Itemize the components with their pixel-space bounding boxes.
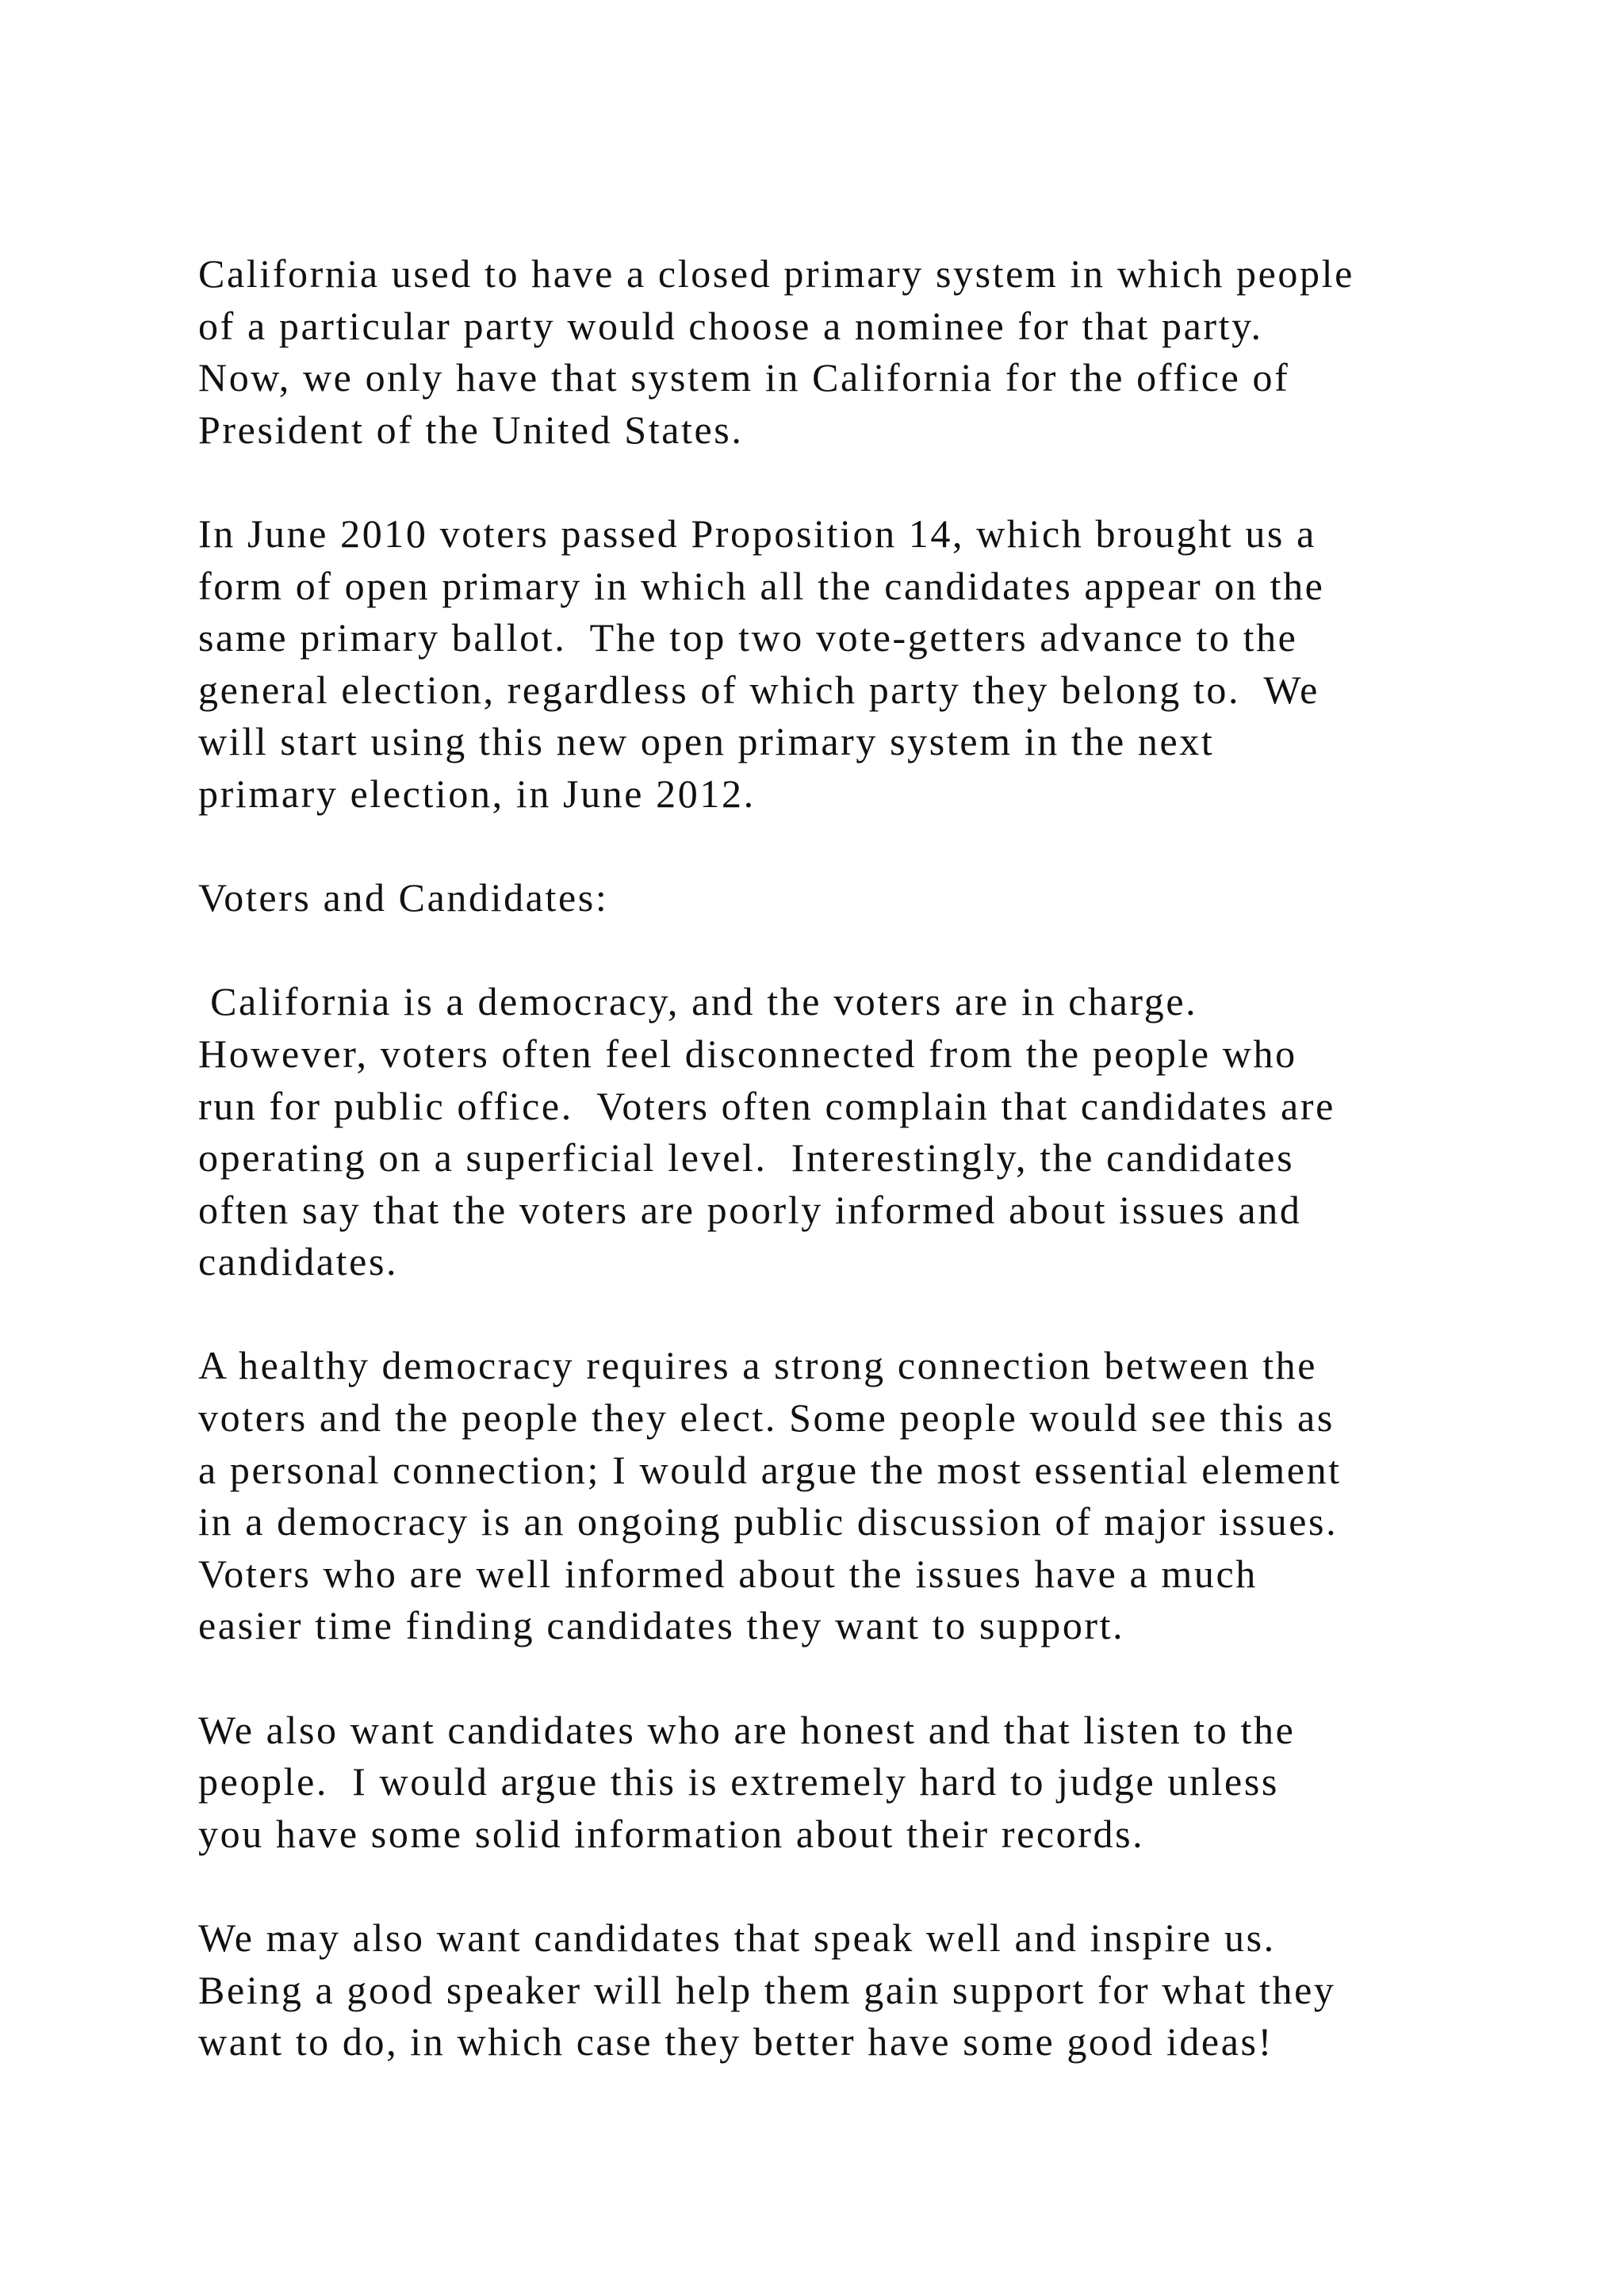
paragraph-line: people. I would argue this is extremely hard to judge unless xyxy=(198,1759,1279,1804)
paragraph-healthy-democracy xyxy=(198,1340,1467,1652)
paragraph-line: Voters who are well informed about the issues have a much xyxy=(198,1551,1258,1596)
paragraph-line: in a democracy is an ongoing public discussion of major issues. xyxy=(198,1499,1339,1544)
paragraph-spacer xyxy=(198,456,1467,508)
paragraph-proposition-14 xyxy=(198,508,1467,821)
paragraph-line: same primary ballot. The top two vote-getters advance to the xyxy=(198,615,1298,660)
paragraph-line: Now, we only have that system in California for the office of xyxy=(198,355,1290,400)
paragraph-line: often say that the voters are poorly informed about issues and xyxy=(198,1187,1302,1232)
paragraph-honest-candidates xyxy=(198,1705,1467,1861)
document-body xyxy=(198,248,1467,2068)
paragraph-line: We also want candidates who are honest and that listen to the xyxy=(198,1707,1296,1752)
paragraph-line: Being a good speaker will help them gain support for what they xyxy=(198,1967,1336,2012)
paragraph-line: California is a democracy, and the voters are in charge. xyxy=(198,979,1198,1024)
paragraph-line: run for public office. Voters often complain that candidates are xyxy=(198,1083,1335,1128)
paragraph-line: President of the United States. xyxy=(198,407,744,452)
paragraph-line: In June 2010 voters passed Proposition 14, which brought us a xyxy=(198,511,1316,556)
paragraph-line: will start using this new open primary system in the next xyxy=(198,719,1215,764)
paragraph-good-speakers xyxy=(198,1912,1467,2068)
paragraph-spacer xyxy=(198,1652,1467,1705)
paragraph-line: However, voters often feel disconnected from the people who xyxy=(198,1031,1297,1076)
paragraph-line: easier time finding candidates they want to support. xyxy=(198,1603,1125,1648)
paragraph-line: A healthy democracy requires a strong connection between the xyxy=(198,1343,1318,1388)
paragraph-line: primary election, in June 2012. xyxy=(198,771,756,816)
paragraph-line: want to do, in which case they better have some good ideas! xyxy=(198,2019,1274,2064)
paragraph-line: general election, regardless of which party they belong to. We xyxy=(198,667,1320,712)
paragraph-spacer xyxy=(198,821,1467,873)
paragraph-line: of a particular party would choose a nominee for that party. xyxy=(198,303,1263,348)
paragraph-line: candidates. xyxy=(198,1239,399,1284)
paragraph-line: We may also want candidates that speak well and inspire us. xyxy=(198,1915,1276,1960)
paragraph-line: California used to have a closed primary system in which people xyxy=(198,251,1354,296)
paragraph-line: form of open primary in which all the candidates appear on the xyxy=(198,563,1325,608)
paragraph-spacer xyxy=(198,1288,1467,1341)
paragraph-spacer xyxy=(198,1860,1467,1912)
section-heading-voters-candidates xyxy=(198,872,1467,924)
paragraph-line: a personal connection; I would argue the most essential element xyxy=(198,1447,1342,1492)
paragraph-closed-primary xyxy=(198,248,1467,456)
paragraph-spacer xyxy=(198,924,1467,977)
paragraph-line: operating on a superficial level. Interestingly, the candidates xyxy=(198,1135,1295,1181)
paragraph-democracy xyxy=(198,976,1467,1288)
paragraph-line: voters and the people they elect. Some people would see this as xyxy=(198,1395,1335,1441)
paragraph-line: you have some solid information about their records. xyxy=(198,1811,1145,1856)
section-heading: Voters and Candidates: xyxy=(198,875,609,920)
